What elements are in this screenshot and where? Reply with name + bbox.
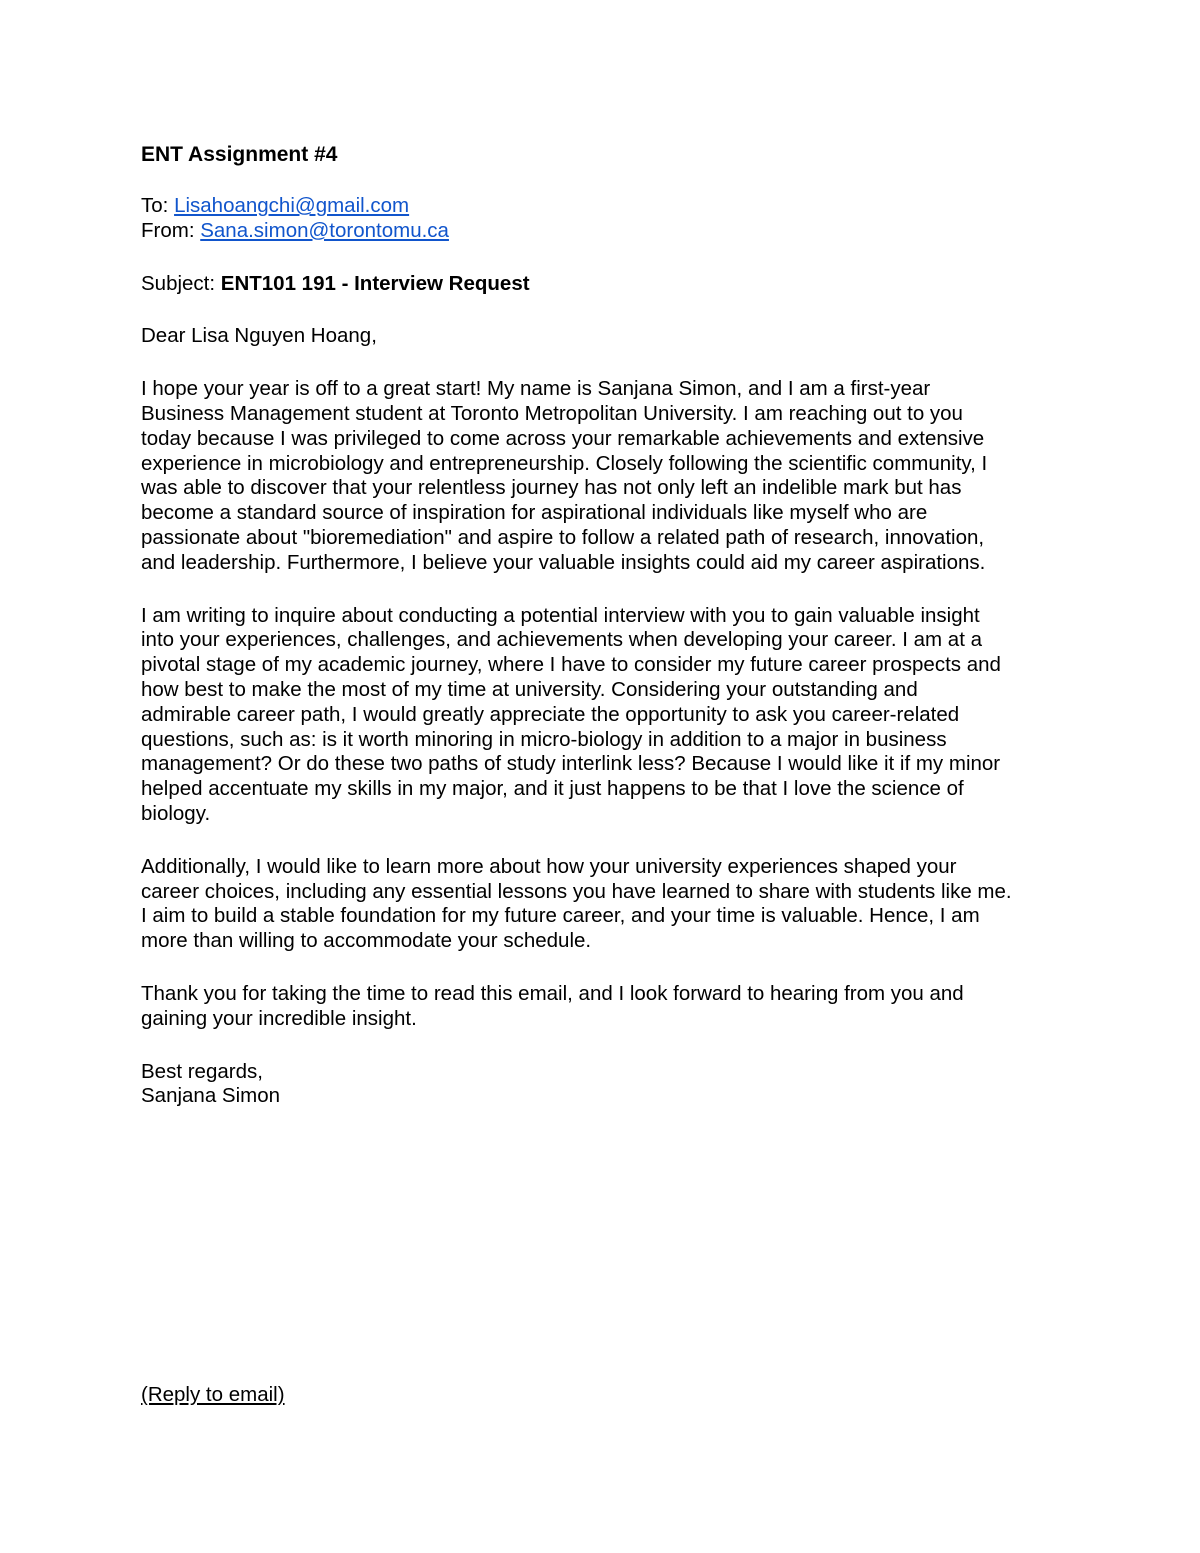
- reply-to-email-link[interactable]: (Reply to email): [141, 1383, 285, 1406]
- paragraph-line: management? Or do these two paths of study interlink less? Because I would like it if my minor: [141, 752, 1001, 776]
- email-document: [141, 140, 1071, 1109]
- paragraph-line: admirable career path, I would greatly appreciate the opportunity to ask you career-related: [141, 702, 960, 726]
- from-label: From:: [141, 218, 195, 242]
- sign-off: [141, 1060, 1071, 1110]
- paragraph-request: [141, 604, 1071, 827]
- paragraph-line: into your experiences, challenges, and achievements when developing your career. I am at a: [141, 628, 983, 652]
- paragraph-line: experience in microbiology and entrepreneurship. Closely following the scientific community, I: [141, 451, 988, 475]
- paragraph-line: I am writing to inquire about conducting a potential interview with you to gain valuable insight: [141, 603, 980, 627]
- to-line: [141, 194, 1071, 219]
- paragraph-thanks: [141, 982, 1071, 1032]
- subject-label: Subject:: [141, 271, 216, 295]
- paragraph-line: was able to discover that your relentless journey has not only left an indelible mark but has: [141, 476, 962, 500]
- paragraph-intro: [141, 377, 1071, 575]
- paragraph-line: more than willing to accommodate your schedule.: [141, 929, 592, 953]
- greeting: Dear Lisa Nguyen Hoang,: [141, 324, 377, 348]
- paragraph-line: and leadership. Furthermore, I believe your valuable insights could aid my career aspirations.: [141, 550, 986, 574]
- paragraph-additional: [141, 855, 1071, 954]
- paragraph-line: career choices, including any essential lessons you have learned to share with students like me.: [141, 879, 1012, 903]
- paragraph-line: gaining your incredible insight.: [141, 1006, 417, 1030]
- paragraph-line: questions, such as: is it worth minoring in micro-biology in addition to a major in business: [141, 727, 947, 751]
- from-email-link[interactable]: Sana.simon@torontomu.ca: [200, 218, 449, 242]
- paragraph-line: pivotal stage of my academic journey, where I have to consider my future career prospects and: [141, 653, 1001, 677]
- to-label: To:: [141, 194, 169, 217]
- paragraph-line: today because I was privileged to come across your remarkable achievements and extensive: [141, 426, 985, 450]
- paragraph-line: Additionally, I would like to learn more about how your university experiences shaped your: [141, 854, 957, 878]
- paragraph-line: I hope your year is off to a great start! My name is Sanjana Simon, and I am a first-year: [141, 377, 931, 401]
- email-header: [141, 194, 1071, 244]
- to-email-link[interactable]: Lisahoangchi@gmail.com: [174, 194, 410, 217]
- paragraph-line: helped accentuate my skills in my major, and it just happens to be that I love the science of: [141, 777, 964, 801]
- subject-line: [141, 272, 1071, 297]
- signature: Sanjana Simon: [141, 1084, 281, 1108]
- subject-value: ENT101 191 - Interview Request: [220, 271, 530, 295]
- document-title: ENT Assignment #4: [141, 143, 338, 166]
- paragraph-line: Thank you for taking the time to read this email, and I look forward to hearing from you and: [141, 981, 964, 1005]
- from-line: [141, 219, 1071, 244]
- paragraph-line: how best to make the most of my time at university. Considering your outstanding and: [141, 677, 918, 701]
- paragraph-line: I aim to build a stable foundation for my future career, and your time is valuable. Hence, I am: [141, 904, 980, 928]
- closing: Best regards,: [141, 1059, 263, 1083]
- paragraph-line: passionate about "bioremediation" and aspire to follow a related path of research, innovation,: [141, 525, 985, 549]
- paragraph-line: become a standard source of inspiration for aspirational individuals like myself who are: [141, 501, 928, 525]
- paragraph-line: biology.: [141, 801, 211, 825]
- paragraph-line: Business Management student at Toronto Metropolitan University. I am reaching out to you: [141, 401, 963, 425]
